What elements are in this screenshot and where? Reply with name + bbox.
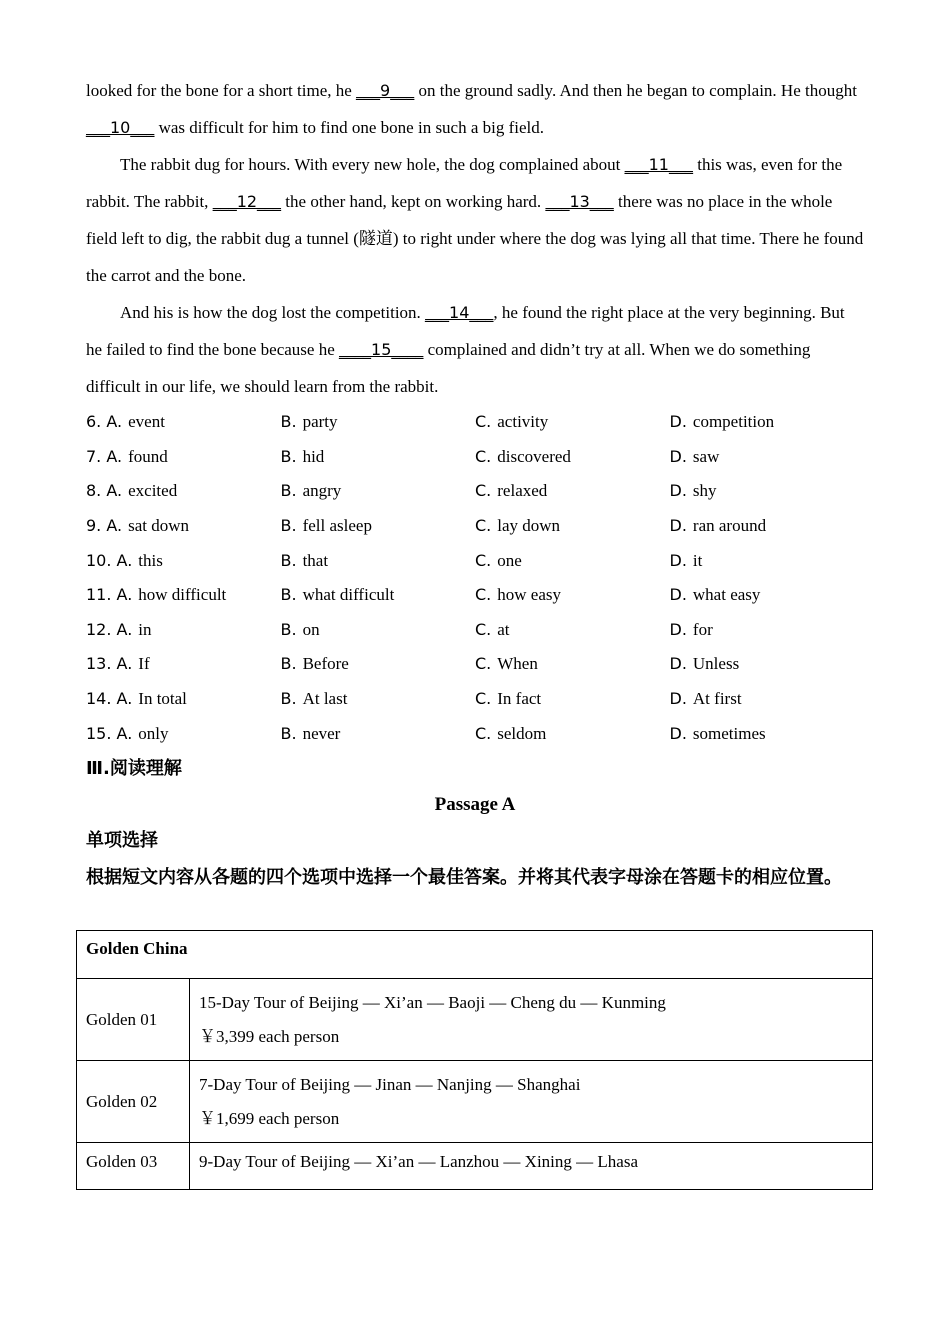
option-letter-b: B. — [280, 654, 297, 674]
option-letter-d: D. — [669, 619, 687, 639]
option-c: relaxed — [497, 481, 548, 501]
option-letter-b: B. — [280, 723, 297, 743]
tour-details — [190, 1143, 873, 1190]
tour-route: 7-Day Tour of Beijing — Jinan — Nanjing — Shanghai — [199, 1074, 581, 1094]
passage-title: Passage A — [434, 793, 516, 815]
passage-paragraph-3 — [86, 294, 864, 405]
option-letter-d: D. — [669, 481, 687, 501]
tour-name: Golden 01 — [77, 979, 190, 1061]
table-row — [77, 979, 873, 1061]
option-letter-c: C. — [475, 689, 492, 709]
option-letter-b: B. — [280, 516, 297, 536]
option-row-10 — [86, 543, 864, 578]
question-number: 14. A. — [86, 689, 133, 709]
passage-text: the other hand, kept on working hard. — [281, 192, 546, 211]
question-number: 11. A. — [86, 585, 133, 605]
option-letter-b: B. — [280, 689, 297, 709]
question-type-heading: 单项选择 — [86, 829, 158, 851]
passage-text: complained and didn’t try at all. When we do something difficult in our life, we should learn from the rabbit. — [86, 340, 811, 396]
tour-price: ￥3,399 each person — [199, 1026, 340, 1046]
document-page — [86, 72, 864, 897]
option-letter-b: B. — [280, 550, 297, 570]
passage-text: there was no place in the whole field left to dig, the rabbit dug a tunnel (隧道) to right under where the dog was lying all that time. There he found the carrot and the bone. — [86, 192, 864, 285]
option-c: one — [497, 550, 522, 570]
passage-text: was difficult for him to find one bone in such a big field. — [154, 118, 545, 137]
tour-price: ￥1,699 each person — [199, 1108, 340, 1128]
option-b: that — [302, 550, 329, 570]
option-c: seldom — [497, 723, 547, 743]
option-b: angry — [302, 481, 342, 501]
option-letter-d: D. — [669, 585, 687, 605]
option-d: what easy — [692, 585, 761, 605]
option-d: shy — [692, 481, 717, 501]
option-letter-d: D. — [669, 654, 687, 674]
option-letter-d: D. — [669, 412, 687, 432]
option-letter-d: D. — [669, 516, 687, 536]
option-letter-d: D. — [669, 689, 687, 709]
option-row-12 — [86, 613, 864, 648]
option-row-11 — [86, 578, 864, 613]
option-c: how easy — [497, 585, 561, 605]
option-row-7 — [86, 440, 864, 475]
option-letter-b: B. — [280, 481, 297, 501]
option-row-15 — [86, 716, 864, 751]
blank-13: ___13___ — [545, 192, 614, 211]
option-a: how difficult — [138, 585, 227, 605]
option-row-13 — [86, 647, 864, 682]
table-row — [77, 1143, 873, 1190]
option-d: it — [692, 550, 703, 570]
tour-details — [190, 979, 873, 1061]
question-number: 6. A. — [86, 412, 123, 432]
tour-table — [76, 930, 873, 1190]
option-letter-d: D. — [669, 550, 687, 570]
option-letter-d: D. — [669, 446, 687, 466]
blank-10: ___10___ — [86, 118, 155, 137]
tour-route: 9-Day Tour of Beijing — Xi’an — Lanzhou — Xining — Lhasa — [199, 1152, 638, 1171]
blank-9: ___9___ — [356, 81, 415, 100]
option-a: In total — [138, 689, 187, 709]
passage-paragraph-2 — [86, 146, 864, 294]
blank-11: ___11___ — [624, 155, 693, 174]
option-letter-c: C. — [475, 550, 492, 570]
option-d: ran around — [692, 516, 767, 536]
option-a: this — [138, 550, 163, 570]
option-letter-c: C. — [475, 412, 492, 432]
passage-text: on the ground sadly. And then he began to complain. He thought — [414, 81, 857, 100]
option-letter-b: B. — [280, 412, 297, 432]
tour-details — [190, 1061, 873, 1143]
option-a: only — [138, 723, 169, 743]
option-letter-c: C. — [475, 654, 492, 674]
option-b: party — [302, 412, 338, 432]
section-heading: Ⅲ.阅读理解 — [86, 757, 182, 779]
table-row — [77, 1061, 873, 1143]
question-number: 10. A. — [86, 550, 133, 570]
option-d: saw — [692, 446, 720, 466]
option-letter-b: B. — [280, 446, 297, 466]
passage-text: , he found the right place at the very beginning. But he failed to find the bone because he — [86, 303, 845, 359]
option-letter-c: C. — [475, 723, 492, 743]
option-b: At last — [302, 689, 348, 709]
option-c: In fact — [497, 689, 542, 709]
tour-route: 15-Day Tour of Beijing — Xi’an — Baoji — Cheng du — Kunming — [199, 992, 666, 1012]
option-d: for — [692, 619, 713, 639]
passage-text: The rabbit dug for hours. With every new hole, the dog complained about — [120, 155, 625, 174]
options-list — [86, 405, 864, 751]
tour-name: Golden 02 — [77, 1061, 190, 1143]
option-a: excited — [128, 481, 178, 501]
question-number: 8. A. — [86, 481, 123, 501]
option-b: never — [302, 723, 341, 743]
option-b: Before — [302, 654, 349, 674]
option-d: sometimes — [692, 723, 766, 743]
option-row-9 — [86, 509, 864, 544]
question-number: 7. A. — [86, 446, 123, 466]
option-letter-c: C. — [475, 446, 492, 466]
question-number: 9. A. — [86, 516, 123, 536]
option-letter-c: C. — [475, 585, 492, 605]
option-b: what difficult — [302, 585, 395, 605]
passage-paragraph-1 — [86, 72, 864, 146]
option-d: At first — [692, 689, 742, 709]
option-c: When — [497, 654, 538, 674]
question-number: 13. A. — [86, 654, 133, 674]
instruction-text: 根据短文内容从各题的四个选项中选择一个最佳答案。并将其代表字母涂在答题卡的相应位置。 — [86, 866, 842, 888]
option-a: If — [138, 654, 150, 674]
option-row-14 — [86, 682, 864, 717]
blank-15: ____15____ — [339, 340, 424, 359]
question-number: 15. A. — [86, 723, 133, 743]
option-c: at — [497, 619, 510, 639]
option-b: on — [302, 619, 320, 639]
option-c: discovered — [497, 446, 571, 466]
option-letter-b: B. — [280, 585, 297, 605]
option-a: sat down — [128, 516, 190, 536]
option-letter-b: B. — [280, 619, 297, 639]
blank-14: ___14___ — [425, 303, 494, 322]
option-row-8 — [86, 474, 864, 509]
option-a: found — [128, 446, 168, 466]
blank-12: ___12___ — [212, 192, 282, 211]
option-letter-d: D. — [669, 723, 687, 743]
option-letter-c: C. — [475, 481, 492, 501]
passage-text: this was, even for the rabbit. The rabbit, — [86, 155, 843, 211]
tour-name: Golden 03 — [77, 1143, 190, 1190]
option-d: competition — [692, 412, 775, 432]
passage-text: And his is how the dog lost the competition. — [120, 303, 426, 322]
option-d: Unless — [692, 654, 740, 674]
option-letter-c: C. — [475, 516, 492, 536]
question-number: 12. A. — [86, 619, 133, 639]
option-b: fell asleep — [302, 516, 372, 536]
option-c: activity — [497, 412, 549, 432]
option-a: event — [128, 412, 165, 432]
table-title: Golden China — [77, 931, 873, 979]
passage-text: looked for the bone for a short time, he — [86, 81, 357, 100]
option-b: hid — [302, 446, 325, 466]
option-letter-c: C. — [475, 619, 492, 639]
option-c: lay down — [497, 516, 561, 536]
option-a: in — [138, 619, 152, 639]
option-row-6 — [86, 405, 864, 440]
